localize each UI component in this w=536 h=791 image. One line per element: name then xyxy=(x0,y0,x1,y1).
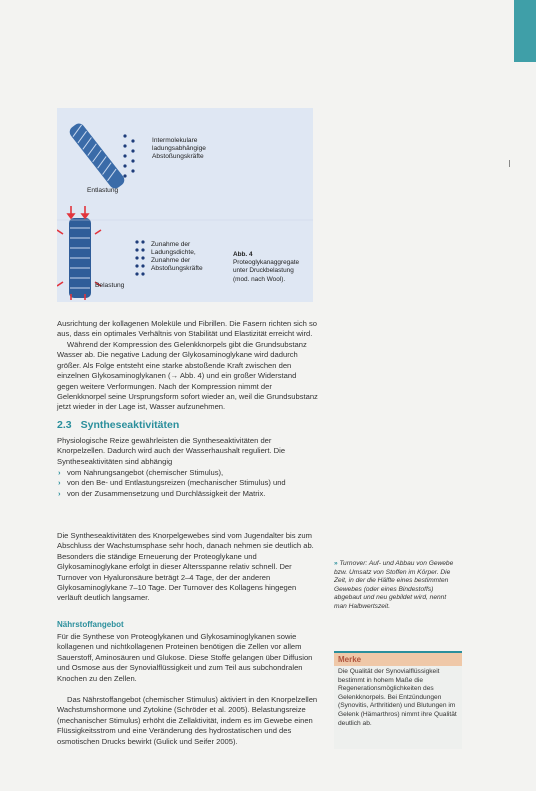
body-paragraph-5 xyxy=(57,695,319,747)
list-item: › vom Nahrungsangebot (chemischer Stimulus), xyxy=(57,468,319,478)
section-intro xyxy=(57,436,319,467)
body-paragraph-2 xyxy=(57,340,319,413)
caption-text: Proteoglykanaggregate unter Druckbelastung (mod. nach Wool). xyxy=(233,259,300,283)
list-item: › von den Be- und Entlastungsreizen (mechanischer Stimulus) und xyxy=(57,478,319,488)
label-loading: Belastung xyxy=(95,282,125,289)
list-item: › von der Zusammensetzung und Durchlässigkeit der Matrix. xyxy=(57,489,319,499)
bullet-list xyxy=(57,468,319,499)
margin-note xyxy=(334,560,460,612)
figure-caption xyxy=(233,251,300,284)
subsection-heading: Nährstoffangebot xyxy=(57,620,124,629)
note-arrow-icon: » xyxy=(334,560,338,567)
charge-dots-top xyxy=(123,134,134,177)
proteoglycan-loaded xyxy=(69,218,91,298)
label-repulsion-forces: Intermolekulare ladungsabhängige Abstoßungskräfte xyxy=(152,137,206,160)
chapter-tab xyxy=(514,0,536,62)
section-title: Syntheseaktivitäten xyxy=(80,419,180,431)
paragraph-text: Für die Synthese von Proteoglykanen und Glykosaminoglykanen sowie kollagenen und nichtkollagenen Proteinen benötigen die Zellen vor allem Sauerstoff, Aminosäuren und Glukose. Diese Stoffe gelangen über Diffusion und Osmose aus der Synovialflüssigkeit und zum Teil aus subchondralen Knochen zu den Zellen. xyxy=(57,632,313,683)
merke-title: Merke xyxy=(334,653,462,666)
section-heading xyxy=(57,419,179,431)
proteoglycan-unloaded xyxy=(67,121,126,191)
paragraph-text: Während der Kompression des Gelenkknorpels gibt die Grundsubstanz Wasser ab. Die negative Ladung der Glykosaminoglykane wird dadurch größer. Als Folge entsteht eine starke abstoßende Kraft zwischen den einzelnen Glykosaminoglykanen (→ Abb. 4) und ein großer Widerstand gegen weitere Verformungen. Nach der Kompression nimmt der Gelenkknorpel seine Ursprungsform sofort wieder an, weil die Grundsubstanz jetzt wieder in der Lage ist, Wasser aufzunehmen. xyxy=(57,340,318,412)
note-text: Turnover: Auf- und Abbau von Gewebe bzw. Umsatz von Stoffen im Körper. Die Zeit, in der die Hälfte eines bestimmten Gewebes (oder eines Bindestoffs) abgebaut und neu gebildet wird, nennt man Halbwertszeit. xyxy=(334,560,454,610)
margin-mark xyxy=(509,160,514,167)
merke-text: Die Qualität der Synovialflüssigkeit bestimmt in hohem Maße die Regenerationsmöglichkeiten des Gelenkknorpels. Bei Entzündungen (Synovitis, Arthritiden) und Blutungen im Gelenk (Hämarthros) nimmt ihre Qualität deutlich ab. xyxy=(338,668,457,727)
paragraph-text: Das Nährstoffangebot (chemischer Stimulus) aktiviert in den Knorpelzellen Wachstumshormone und Zytokine (Schröder et al. 2005). Belastungsreize (mechanischer Stimulus) erhöht die Zellaktivität, indem es im Gewebe einen Flüssigkeitsstrom und eine Veränderung des hydrostatischen und des osmotischen Drucks bewirkt (Gulick und Seifer 2005). xyxy=(57,695,318,746)
body-paragraph-4 xyxy=(57,632,319,684)
paragraph-text: Ausrichtung der kollagenen Moleküle und Fibrillen. Die Fasern richten sich so aus, dass ein optimales Verhältnis von Stabilität und Elastizität erreicht wird. xyxy=(57,319,318,339)
merke-box xyxy=(334,651,462,749)
charge-dots-bottom xyxy=(135,240,144,275)
section-number: 2.3 xyxy=(57,419,72,431)
body-paragraph-3 xyxy=(57,531,319,604)
label-unloading: Entlastung xyxy=(87,187,119,194)
paragraph-text: Die Syntheseaktivitäten des Knorpelgewebes sind vom Jugendalter bis zum Abschluss der Wachstumsphase sehr hoch, danach nehmen sie deutlich ab. Besonders die ständige Erneuerung der Proteoglykane und Glykosaminoglykane erfolgt in dieser Altersspanne relativ schnell. Der Turnover von Hyaluronsäure beträgt 2–4 Tage, der der anderen Glykosaminoglykane 7–10 Tage. Der Turnover des Kollagens hingegen verläuft deutlich langsamer. xyxy=(57,531,314,603)
paragraph-text: Physiologische Reize gewährleisten die Syntheseaktivitäten der Knorpelzellen. Dadurch wird auch der Wasserhaushalt reguliert. Die Syntheseaktivitäten sind abhängig xyxy=(57,436,286,466)
label-charge-density: Zunahme der Ladungsdichte, Zunahme der Abstoßungskräfte xyxy=(151,241,203,272)
caption-number: Abb. 4 xyxy=(233,251,253,258)
body-paragraph-1 xyxy=(57,319,319,340)
